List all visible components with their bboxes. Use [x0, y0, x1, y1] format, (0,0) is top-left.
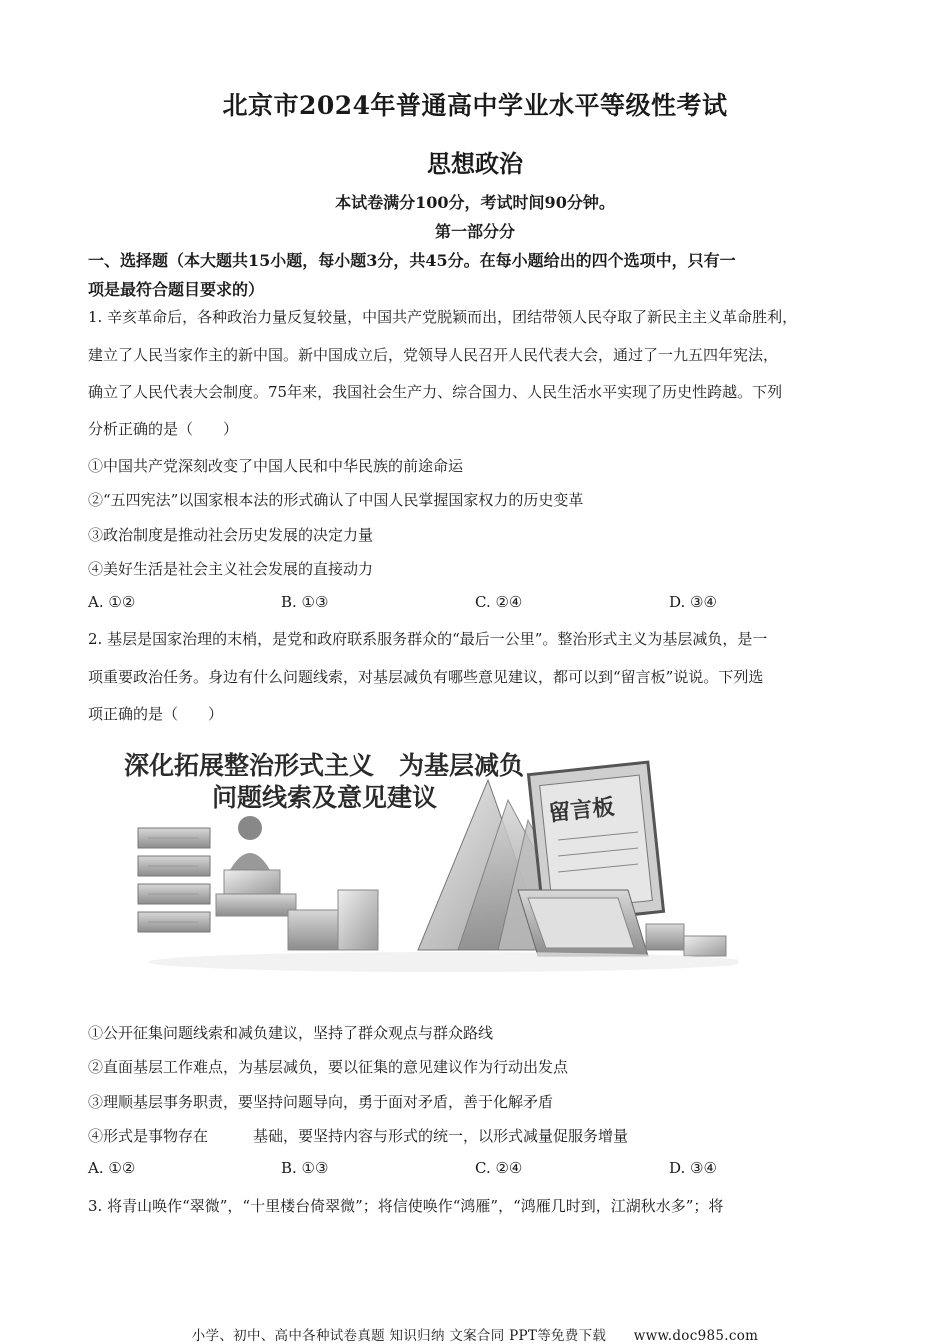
q2-text-line: 2. 基层是国家治理的末梢，是党和政府联系服务群众的“最后一公里”。整治形式主义为基层减负，是一	[88, 630, 768, 648]
q2-statement: ②直面基层工作难点，为基层减负，要以征集的意见建议作为行动出发点	[88, 1058, 569, 1076]
q1-option-b: B. ①③	[281, 593, 329, 611]
q3-text-line: 3. 将青山唤作“翠微”，“十里楼台倚翠微”；将信使唤作“鸿雁”，“鸿雁几时到，江湖秋水多”；将	[88, 1197, 724, 1215]
q2-text-line: 项正确的是（ ）	[88, 705, 224, 723]
q1-statement: ①中国共产党深刻改变了中国人民和中华民族的前途命运	[88, 457, 464, 475]
illustration-caption-line2: 问题线索及意见建议	[212, 783, 438, 812]
q1-option-a: A. ①②	[88, 593, 136, 611]
laptop-icon	[518, 890, 648, 956]
q1-text-line: 确立了人民代表大会制度。75年来，我国社会生产力、综合国力、人民生活水平实现了历史性跨越。下列	[88, 383, 783, 401]
small-blocks-icon	[646, 924, 726, 956]
q1-option-c: C. ②④	[475, 593, 523, 611]
q1-text-line: 建立了人民当家作主的新中国。新中国成立后，党领导人民召开人民代表大会，通过了一九五四年宪法，	[88, 346, 779, 364]
q2-statement: ③理顺基层事务职责，要坚持问题导向，勇于面对矛盾，善于化解矛盾	[88, 1093, 554, 1111]
illustration-caption-line1: 深化拓展整治形式主义 为基层减负	[124, 751, 525, 780]
section-heading-line: 项是最符合题目要求的）	[88, 280, 265, 299]
section-heading-line: 一、选择题（本大题共15小题，每小题3分，共45分。在每小题给出的四个选项中，只有一	[88, 251, 736, 270]
message-board-illustration	[118, 740, 738, 980]
exam-info: 本试卷满分100分，考试时间90分钟。	[335, 193, 615, 212]
part-heading: 第一部分分	[434, 222, 515, 241]
subject-title: 思想政治	[427, 149, 523, 178]
person-icon	[216, 816, 296, 916]
illustration-svg	[118, 740, 738, 980]
q2-option-c: C. ②④	[475, 1159, 523, 1177]
q2-option-a: A. ①②	[88, 1159, 136, 1177]
q1-option-d: D. ③④	[669, 593, 717, 611]
q1-statement: ④美好生活是社会主义社会发展的直接动力	[88, 560, 374, 578]
q2-statement: ④形式是事物存在 基础，要坚持内容与形式的统一，以形式减量促服务增量	[88, 1127, 629, 1145]
q1-statement: ③政治制度是推动社会历史发展的决定力量	[88, 526, 374, 544]
q2-statement: ①公开征集问题线索和减负建议，坚持了群众观点与群众路线	[88, 1024, 494, 1042]
page-footer: 小学、初中、高中各种试卷真题 知识归纳 文案合同 PPT等免费下载 www.doc985.com	[191, 1328, 759, 1344]
q2-option-d: D. ③④	[669, 1159, 717, 1177]
q2-text-line: 项重要政治任务。身边有什么问题线索，对基层减负有哪些意见建议，都可以到“留言板”说说。下列选	[88, 668, 764, 686]
q1-statement: ②“五四宪法”以国家根本法的形式确认了中国人民掌握国家权力的历史变革	[88, 491, 584, 509]
q2-option-b: B. ①③	[281, 1159, 329, 1177]
section-heading	[88, 246, 878, 304]
q1-text-line: 1. 辛亥革命后，各种政治力量反复较量，中国共产党脱颖而出，团结带领人民夺取了新民主主义革命胜利，	[88, 308, 798, 326]
message-board-label: 留言板	[547, 794, 616, 827]
q1-text-line: 分析正确的是（ ）	[88, 420, 239, 438]
exam-title: 北京市2024年普通高中学业水平等级性考试	[222, 91, 728, 120]
document-bars-icon	[138, 828, 210, 932]
